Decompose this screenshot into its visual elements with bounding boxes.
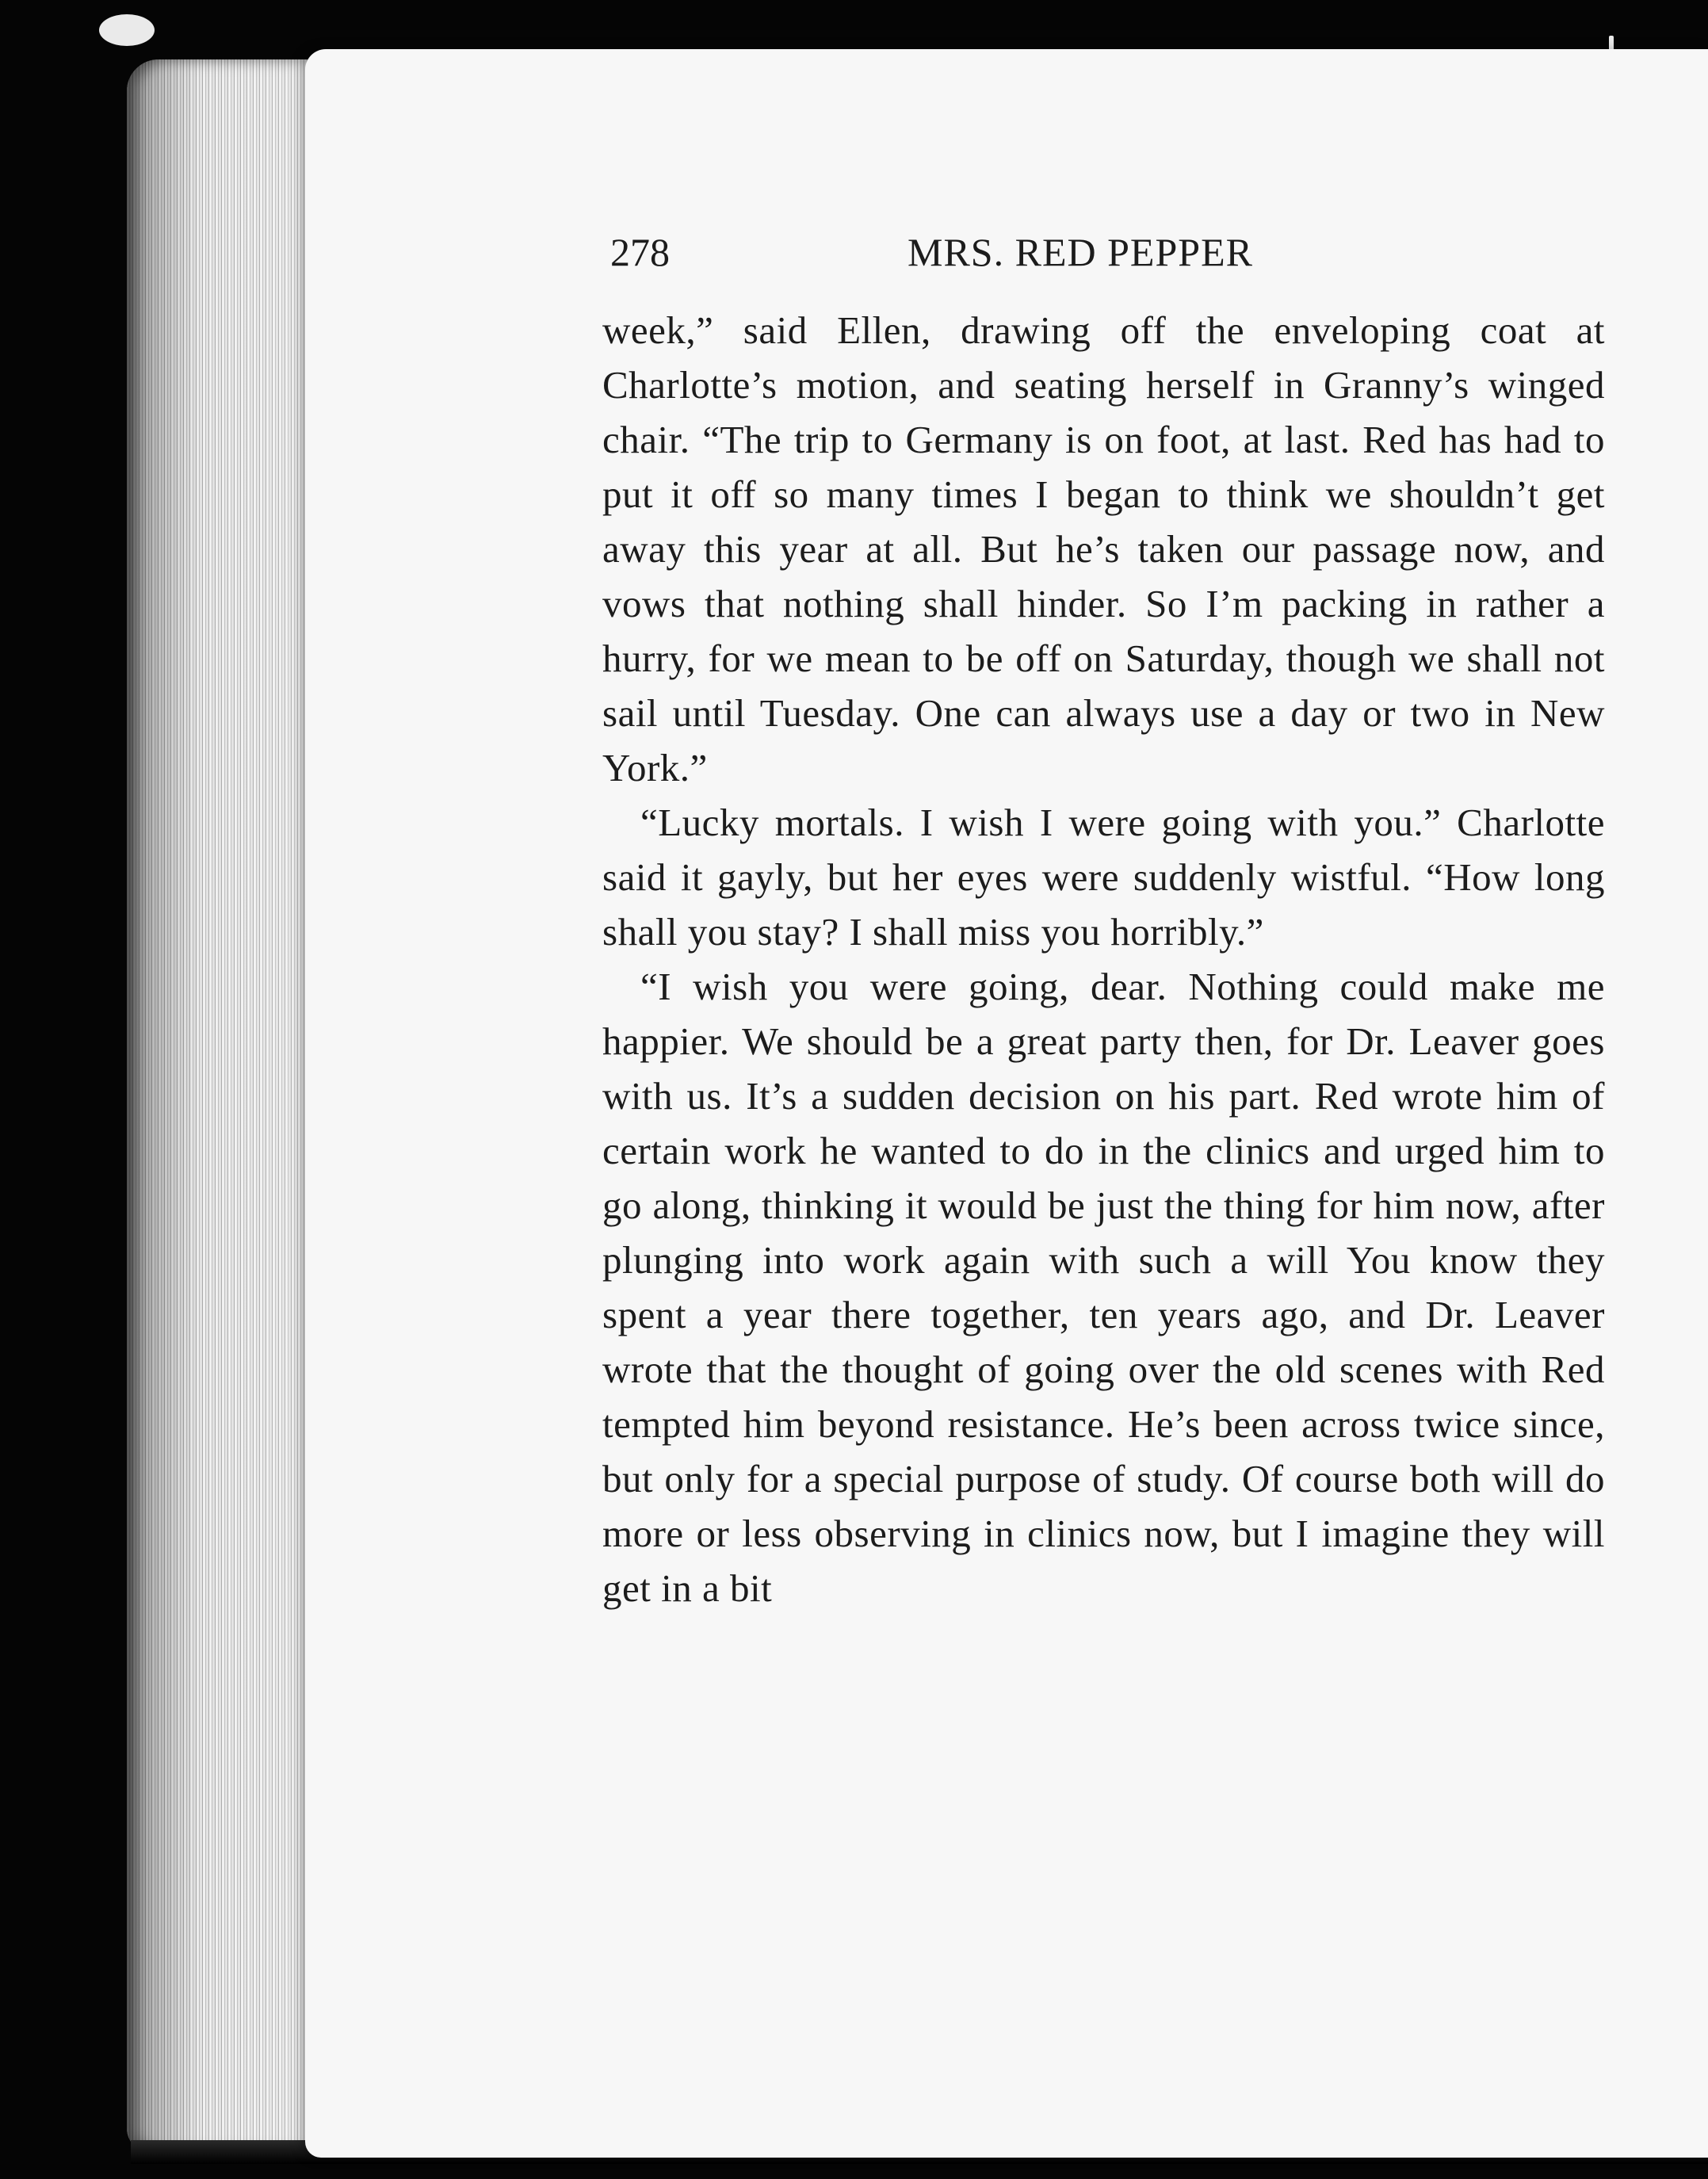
dust-speck (99, 14, 155, 46)
running-head: MRS. RED PEPPER (907, 230, 1253, 274)
page-header (610, 220, 1605, 284)
body-text (602, 303, 1605, 1615)
paragraph: week,” said Ellen, drawing off the enveloping coat at Charlotte’s motion, and seating herself in Granny’s winged chair. “The trip to Germany is on foot, at last. Red has had to put it off so many times I began to think we shouldn’t get away this year at all. But he’s taken our passage now, and vows that nothing shall hinder. So I’m packing in rather a hurry, for we mean to be off on Saturday, though we shall not sail until Tuesday. One can always use a day or two in New York.” (602, 308, 1605, 789)
page-number: 278 (610, 230, 670, 274)
paragraph: “Lucky mortals. I wish I were going with you.” Charlotte said it gayly, but her eyes were suddenly wistful. “How long shall you stay? I shall miss you horribly.” (602, 801, 1605, 954)
paragraph: “I wish you were going, dear. Nothing could make me happier. We should be a great party then, for Dr. Leaver goes with us. It’s a sudden decision on his part. Red wrote him of certain work he wanted to do in the clinics and urged him to go along, thinking it would be just the thing for him now, after plunging into work again with such a will You know they spent a year there together, ten years ago, and Dr. Leaver wrote that the thought of going over the old scenes with Red tempted him beyond resistance. He’s been across twice since, but only for a special purpose of study. Of course both will do more or less observing in clinics now, but I imagine they will get in a bit (602, 965, 1605, 1610)
page-edges-stack (127, 59, 313, 2152)
